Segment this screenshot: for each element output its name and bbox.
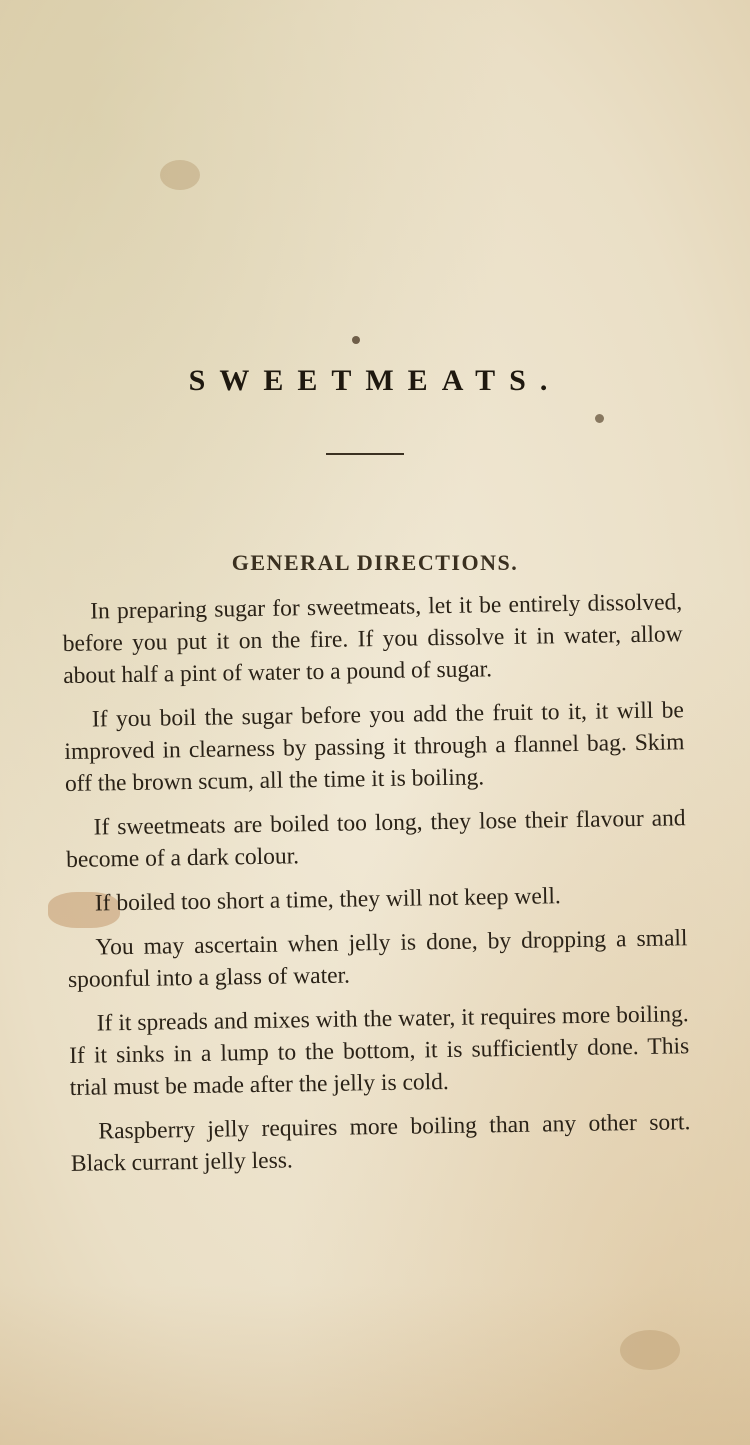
page-edge-shading — [0, 1285, 750, 1445]
foxing-spot — [352, 336, 360, 344]
paragraph: In preparing sugar for sweetmeats, let it be entirely dissolved, before you put it on the fire. If you dissolve it in water, allow about half a pint of water to a pound of sugar. — [62, 589, 683, 689]
paragraph: Raspberry jelly requires more boiling than any other sort. Black currant jelly less. — [70, 1109, 691, 1177]
body-text — [62, 586, 691, 1192]
paragraph: You may ascertain when jelly is done, by dropping a small spoonful into a glass of water. — [67, 925, 688, 993]
title-divider — [326, 453, 404, 455]
foxing-spot — [160, 160, 200, 190]
paragraph: If sweetmeats are boiled too long, they lose their flavour and become of a dark colour. — [65, 805, 686, 873]
paragraph: If you boil the sugar before you add the fruit to it, it will be improved in clearness by passing it through a flannel bag. Skim off the brown scum, all the time it is boiling. — [64, 697, 685, 797]
section-heading: GENERAL DIRECTIONS. — [231, 550, 519, 576]
paragraph: If boiled too short a time, they will not keep well. — [94, 883, 561, 917]
foxing-spot — [595, 414, 604, 423]
paragraph: If it spreads and mixes with the water, it requires more boiling. If it sinks in a lump to the bottom, it is sufficiently done. This trial must be made after the jelly is cold. — [69, 1001, 690, 1101]
page-title: SWEETMEATS. — [188, 364, 562, 398]
